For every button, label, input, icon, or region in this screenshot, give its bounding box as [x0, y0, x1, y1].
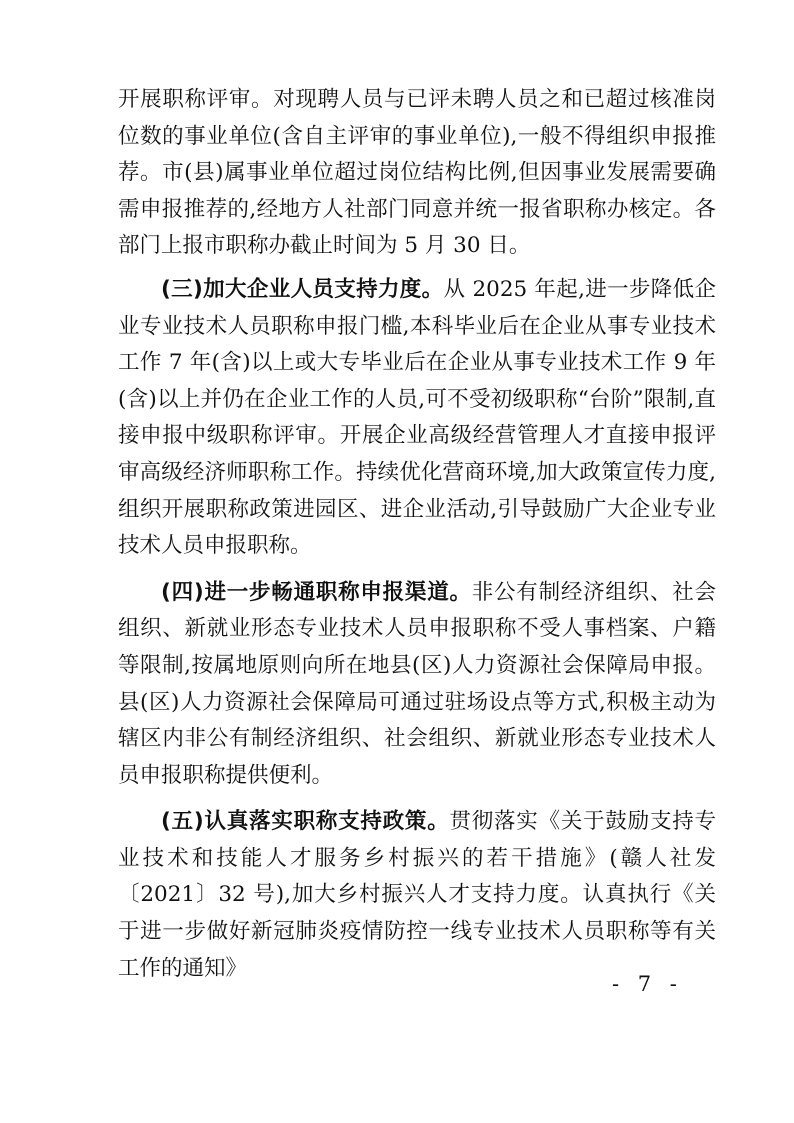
page-number: - 7 - [612, 972, 683, 996]
paragraph-3 [118, 575, 716, 795]
paragraph-2-text: 从 2025 年起,进一步降低企业专业技术人员职称申报门槛,本科毕业后在企业从事专业技术工作 7 年(含)以上或大专毕业后在企业从事专业技术工作 9 年(含)以上并仍在企业工作的人员,可不受初级职称“台阶”限制,直接申报中级职称评审。开展企业高级经营管理人才直接申报评审高级经济师职称工作。持续优化营商环境,加大政策宣传力度,组织开展职称政策进园区、进企业活动,引导鼓励广大企业专业技术人员申报职称。 [118, 276, 716, 559]
paragraph-3-heading: (四)进一步畅通职称申报渠道。 [161, 579, 472, 605]
paragraph-4 [118, 804, 716, 987]
paragraph-3-text: 非公有制经济组织、社会组织、新就业形态专业技术人员申报职称不受人事档案、户籍等限制,按属地原则向所在地县(区)人力资源社会保障局申报。县(区)人力资源社会保障局可通过驻场设点等方式,积极主动为辖区内非公有制经济组织、社会组织、新就业形态专业技术人员申报职称提供便利。 [118, 579, 716, 788]
paragraph-4-heading: (五)认真落实职称支持政策。 [161, 809, 450, 835]
paragraph-1-text: 开展职称评审。对现聘人员与已评未聘人员之和已超过核准岗位数的事业单位(含自主评审的事业单位),一般不得组织申报推荐。市(县)属事业单位超过岗位结构比例,但因事业发展需要确需申报推荐的,经地方人社部门同意并统一报省职称办核定。各部门上报市职称办截止时间为 5 月 30 日。 [118, 87, 716, 259]
paragraph-1 [118, 82, 716, 265]
paragraph-4-text: 贯彻落实《关于鼓励支持专业技术和技能人才服务乡村振兴的若干措施》(赣人社发〔2021〕32 号),加大乡村振兴人才支持力度。认真执行《关于进一步做好新冠肺炎疫情防控一线专业技术人员职称等有关工作的通知》 [118, 809, 716, 981]
paragraph-2 [118, 272, 716, 565]
paragraph-2-heading: (三)加大企业人员支持力度。 [161, 276, 444, 302]
document-body [118, 82, 716, 987]
